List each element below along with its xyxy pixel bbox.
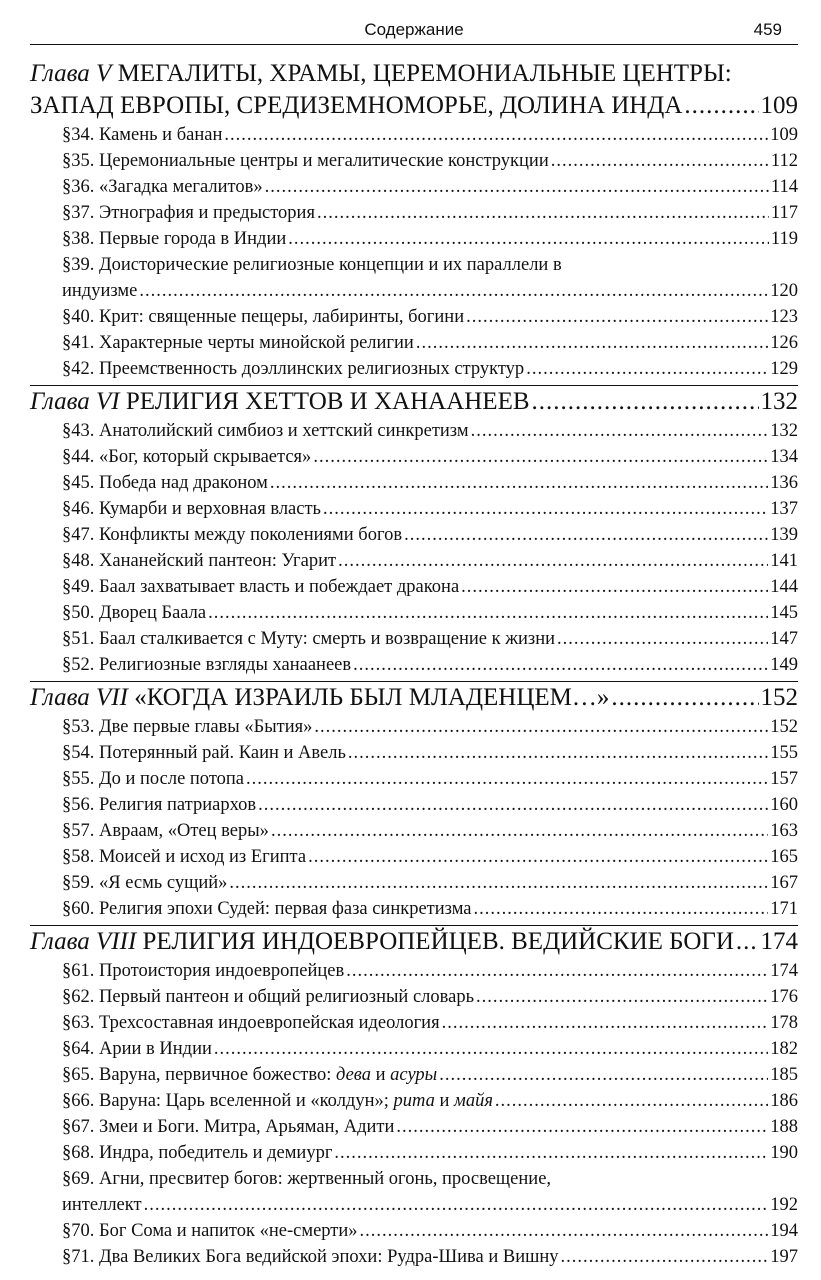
dot-leader bbox=[360, 1218, 769, 1244]
dot-leader bbox=[346, 958, 768, 984]
entry-title: §39. Доисторические религиозные концепции и их параллели в bbox=[62, 255, 562, 275]
entry-page: 167 bbox=[770, 873, 798, 893]
dot-leader bbox=[439, 1062, 768, 1088]
dot-leader bbox=[323, 496, 768, 522]
entry-page: 185 bbox=[770, 1065, 798, 1085]
dot-leader bbox=[551, 148, 769, 174]
dot-leader bbox=[526, 356, 768, 382]
dot-leader bbox=[404, 522, 768, 548]
entry-page: 190 bbox=[770, 1143, 798, 1163]
dot-leader bbox=[258, 792, 768, 818]
entry-title-text: §66. Варуна: Царь вселенной и «колдун»; bbox=[62, 1091, 394, 1111]
toc-entry bbox=[30, 174, 798, 200]
dot-leader bbox=[308, 844, 768, 870]
dot-leader bbox=[348, 740, 768, 766]
dot-leader bbox=[317, 200, 769, 226]
dot-leader bbox=[144, 1192, 769, 1218]
entry-title: §35. Церемониальные центры и мегалитические конструкции bbox=[62, 151, 549, 171]
entry-title: §56. Религия патриархов bbox=[62, 795, 257, 815]
chapter-label: Глава VII bbox=[30, 684, 128, 711]
toc-entry bbox=[30, 304, 798, 330]
toc-entry bbox=[30, 1088, 798, 1114]
entry-page: 134 bbox=[770, 447, 798, 467]
dot-leader bbox=[471, 418, 769, 444]
toc-entry bbox=[30, 1114, 798, 1140]
toc-entry-cont bbox=[30, 278, 798, 304]
entry-page: 119 bbox=[770, 229, 798, 249]
entry-title: §41. Характерные черты минойской религии bbox=[62, 333, 414, 353]
entry-page: 114 bbox=[770, 177, 798, 197]
dot-leader bbox=[532, 386, 759, 418]
entry-title-italic: дева bbox=[336, 1065, 371, 1085]
chapter-label: Глава VIII bbox=[30, 928, 137, 955]
chapter-label: Глава V bbox=[30, 60, 112, 87]
entry-title: §55. До и после потопа bbox=[62, 769, 245, 789]
dot-leader bbox=[265, 174, 769, 200]
entry-title: §68. Индра, победитель и демиург bbox=[62, 1143, 333, 1163]
toc-entry bbox=[30, 740, 798, 766]
entry-title: §50. Дворец Баала bbox=[62, 603, 207, 623]
entry-title: §34. Камень и банан bbox=[62, 125, 223, 145]
dot-leader bbox=[476, 984, 768, 1010]
chapter-title: «КОГДА ИЗРАИЛЬ БЫЛ МЛАДЕНЦЕМ…» bbox=[134, 684, 610, 711]
dot-leader bbox=[246, 766, 768, 792]
chapter-page: 109 bbox=[760, 92, 798, 119]
entry-title: §57. Авраам, «Отец веры» bbox=[62, 821, 269, 841]
dot-leader bbox=[338, 548, 768, 574]
toc-entry bbox=[30, 626, 798, 652]
entry-title-text: §65. Варуна, первичное божество: bbox=[62, 1065, 337, 1085]
entry-title-cont: индуизме bbox=[62, 281, 138, 301]
toc-entry bbox=[30, 226, 798, 252]
dot-leader bbox=[271, 818, 768, 844]
chapter-title: РЕЛИГИЯ ИНДОЕВРОПЕЙЦЕВ. ВЕДИЙСКИЕ БОГИ bbox=[142, 928, 734, 955]
entry-page: 182 bbox=[770, 1039, 798, 1059]
chapter-heading bbox=[30, 386, 798, 418]
dot-leader bbox=[224, 122, 768, 148]
entry-page: 139 bbox=[770, 525, 798, 545]
entry-page: 123 bbox=[770, 307, 798, 327]
entry-title: §51. Баал сталкивается с Муту: смерть и возвращение к жизни bbox=[62, 629, 556, 649]
toc-entry bbox=[30, 844, 798, 870]
chapter-page: 152 bbox=[760, 684, 798, 711]
entry-page: 126 bbox=[770, 333, 798, 353]
entry-title-italic: асуры bbox=[390, 1065, 438, 1085]
toc-entry bbox=[30, 470, 798, 496]
toc-entry-cont bbox=[30, 1192, 798, 1218]
page-number: 459 bbox=[753, 20, 782, 39]
entry-page: 157 bbox=[770, 769, 798, 789]
entry-title: §44. «Бог, который скрывается» bbox=[62, 447, 312, 467]
entry-title: §49. Баал захватывает власть и побеждает дракона bbox=[62, 577, 460, 597]
dot-leader bbox=[442, 1010, 769, 1036]
header-rule bbox=[30, 44, 798, 45]
entry-page: 120 bbox=[770, 281, 798, 301]
entry-page: 149 bbox=[770, 655, 798, 675]
entry-page: 117 bbox=[770, 203, 798, 223]
toc-entry bbox=[30, 600, 798, 626]
chapter-heading-cont bbox=[30, 90, 798, 122]
entry-title: §46. Кумарби и верховная власть bbox=[62, 499, 321, 519]
entry-title: §42. Преемственность доэллинских религиозных структур bbox=[62, 359, 525, 379]
entry-title-italic: рита bbox=[393, 1091, 435, 1111]
chapter-title: РЕЛИГИЯ ХЕТТОВ И ХАНААНЕЕВ bbox=[125, 388, 530, 415]
entry-title: §52. Религиозные взгляды ханаанеев bbox=[62, 655, 352, 675]
entry-title: §47. Конфликты между поколениями богов bbox=[62, 525, 403, 545]
entry-title bbox=[62, 1062, 437, 1088]
dot-leader bbox=[353, 652, 768, 678]
dot-leader bbox=[474, 896, 769, 922]
toc-entry bbox=[30, 958, 798, 984]
toc-entry bbox=[30, 818, 798, 844]
toc-entry bbox=[30, 1010, 798, 1036]
entry-page: 171 bbox=[770, 899, 798, 919]
entry-page: 160 bbox=[770, 795, 798, 815]
entry-title: §67. Змеи и Боги. Митра, Арьяман, Адити bbox=[62, 1117, 395, 1137]
chapter-page: 132 bbox=[760, 388, 798, 415]
dot-leader bbox=[208, 600, 768, 626]
dot-leader bbox=[557, 626, 768, 652]
entry-page: 192 bbox=[770, 1195, 798, 1215]
chapter-title: МЕГАЛИТЫ, ХРАМЫ, ЦЕРЕМОНИАЛЬНЫЕ ЦЕНТРЫ: bbox=[117, 60, 732, 87]
chapter-vii bbox=[30, 682, 798, 922]
toc-entry bbox=[30, 766, 798, 792]
entry-title: §48. Хананейский пантеон: Угарит bbox=[62, 551, 337, 571]
entry-title-text: и bbox=[434, 1091, 455, 1111]
entry-page: 147 bbox=[770, 629, 798, 649]
toc-entry bbox=[30, 444, 798, 470]
entry-title: §71. Два Великих Бога ведийской эпохи: Рудра-Шива и Вишну bbox=[62, 1247, 559, 1267]
toc-entry bbox=[30, 714, 798, 740]
dot-leader bbox=[466, 304, 768, 330]
toc-entry bbox=[30, 1036, 798, 1062]
entry-title: §43. Анатолийский симбиоз и хеттский синкретизм bbox=[62, 421, 469, 441]
entry-title bbox=[62, 1088, 493, 1114]
toc-entry bbox=[30, 122, 798, 148]
dot-leader bbox=[313, 444, 768, 470]
dot-leader bbox=[314, 714, 768, 740]
entry-page: 188 bbox=[770, 1117, 798, 1137]
entry-page: 176 bbox=[770, 987, 798, 1007]
entry-page: 137 bbox=[770, 499, 798, 519]
entry-page: 194 bbox=[770, 1221, 798, 1241]
entry-page: 129 bbox=[770, 359, 798, 379]
chapter-heading bbox=[30, 926, 798, 958]
entry-title: §53. Две первые главы «Бытия» bbox=[62, 717, 313, 737]
entry-page: 197 bbox=[770, 1247, 798, 1267]
entry-page: 144 bbox=[770, 577, 798, 597]
entry-page: 174 bbox=[770, 961, 798, 981]
chapter-v bbox=[30, 58, 798, 382]
chapter-heading bbox=[30, 58, 798, 90]
dot-leader bbox=[684, 90, 758, 122]
entry-page: 136 bbox=[770, 473, 798, 493]
entry-title: §64. Арии в Индии bbox=[62, 1039, 212, 1059]
toc-entry bbox=[30, 870, 798, 896]
toc-entry bbox=[30, 330, 798, 356]
dot-leader bbox=[416, 330, 768, 356]
toc-entry bbox=[30, 896, 798, 922]
chapter-heading bbox=[30, 682, 798, 714]
entry-title: §70. Бог Сома и напиток «не-смерти» bbox=[62, 1221, 358, 1241]
toc-entry bbox=[30, 792, 798, 818]
entry-page: 109 bbox=[770, 125, 798, 145]
entry-title: §58. Моисей и исход из Египта bbox=[62, 847, 307, 867]
toc-entry bbox=[30, 548, 798, 574]
header-title: Содержание bbox=[364, 20, 464, 39]
entry-title: §62. Первый пантеон и общий религиозный словарь bbox=[62, 987, 475, 1007]
dot-leader bbox=[396, 1114, 768, 1140]
dot-leader bbox=[288, 226, 769, 252]
entry-page: 178 bbox=[770, 1013, 798, 1033]
entry-title: §63. Трехсоставная индоевропейская идеология bbox=[62, 1013, 440, 1033]
dot-leader bbox=[214, 1036, 768, 1062]
toc-entry-wrapped bbox=[30, 252, 798, 278]
entry-page: 145 bbox=[770, 603, 798, 623]
entry-page: 186 bbox=[770, 1091, 798, 1111]
toc-entry bbox=[30, 522, 798, 548]
entry-title-cont: интеллект bbox=[62, 1195, 142, 1215]
toc-entry bbox=[30, 356, 798, 382]
toc-entry bbox=[30, 200, 798, 226]
dot-leader bbox=[334, 1140, 768, 1166]
dot-leader bbox=[229, 870, 768, 896]
entry-page: 165 bbox=[770, 847, 798, 867]
chapter-title-cont: ЗАПАД ЕВРОПЫ, СРЕДИЗЕМНОМОРЬЕ, ДОЛИНА ИНДА bbox=[30, 92, 683, 119]
entry-page: 141 bbox=[770, 551, 798, 571]
entry-title: §69. Агни, пресвитер богов: жертвенный огонь, просвещение, bbox=[62, 1169, 552, 1189]
running-header bbox=[30, 0, 798, 44]
toc-entry bbox=[30, 496, 798, 522]
dot-leader bbox=[461, 574, 768, 600]
entry-page: 163 bbox=[770, 821, 798, 841]
entry-title: §38. Первые города в Индии bbox=[62, 229, 287, 249]
toc-entry bbox=[30, 1218, 798, 1244]
entry-page: 155 bbox=[770, 743, 798, 763]
entry-title-italic: майя bbox=[454, 1091, 493, 1111]
dot-leader bbox=[611, 682, 758, 714]
entry-title: §45. Победа над драконом bbox=[62, 473, 268, 493]
entry-page: 132 bbox=[770, 421, 798, 441]
dot-leader bbox=[736, 926, 759, 958]
toc-entry-wrapped bbox=[30, 1166, 798, 1192]
toc-entry bbox=[30, 1140, 798, 1166]
table-of-contents bbox=[30, 58, 798, 1270]
toc-entry bbox=[30, 574, 798, 600]
dot-leader bbox=[561, 1244, 769, 1270]
toc-entry bbox=[30, 984, 798, 1010]
toc-entry bbox=[30, 1244, 798, 1270]
entry-title: §37. Этнография и предыстория bbox=[62, 203, 315, 223]
entry-title-text: и bbox=[370, 1065, 391, 1085]
entry-page: 112 bbox=[770, 151, 798, 171]
chapter-vi bbox=[30, 386, 798, 678]
dot-leader bbox=[139, 278, 768, 304]
chapter-label: Глава VI bbox=[30, 388, 120, 415]
chapter-page: 174 bbox=[760, 928, 798, 955]
entry-title: §61. Протоистория индоевропейцев bbox=[62, 961, 345, 981]
entry-title: §36. «Загадка мегалитов» bbox=[62, 177, 263, 197]
page bbox=[30, 0, 798, 1267]
toc-entry bbox=[30, 1062, 798, 1088]
toc-entry bbox=[30, 652, 798, 678]
entry-page: 152 bbox=[770, 717, 798, 737]
toc-entry bbox=[30, 148, 798, 174]
entry-title: §54. Потерянный рай. Каин и Авель bbox=[62, 743, 346, 763]
dot-leader bbox=[270, 470, 768, 496]
entry-title: §59. «Я есмь сущий» bbox=[62, 873, 228, 893]
toc-entry bbox=[30, 418, 798, 444]
entry-title: §40. Крит: священные пещеры, лабиринты, богини bbox=[62, 307, 465, 327]
entry-title: §60. Религия эпохи Судей: первая фаза синкретизма bbox=[62, 899, 472, 919]
dot-leader bbox=[495, 1088, 768, 1114]
chapter-viii bbox=[30, 926, 798, 1270]
